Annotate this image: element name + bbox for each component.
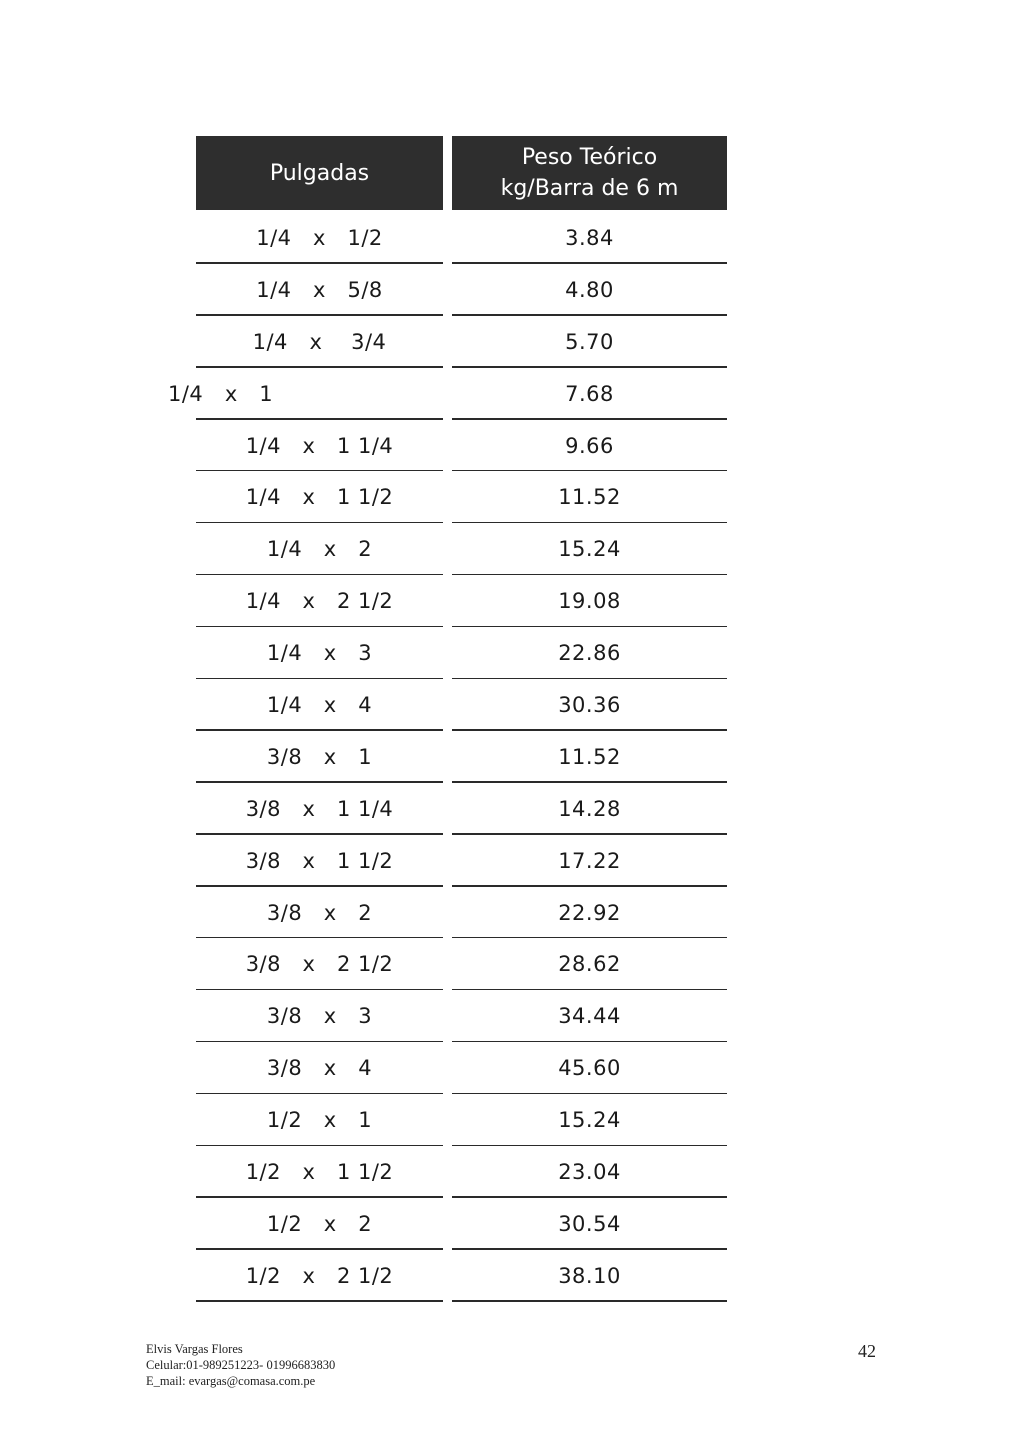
table-row (0, 627, 1024, 679)
table-row (0, 990, 1024, 1042)
weight-cell: 11.52 (558, 744, 621, 769)
size-cell: 3/8 x 1 1/2 (245, 848, 394, 873)
size-cell: 1/2 x 2 (266, 1211, 373, 1236)
size-cell: 1/4 x 5/8 (256, 277, 383, 302)
weight-cell: 5.70 (565, 329, 614, 354)
table-row (0, 264, 1024, 316)
header-peso-line1: Peso Teórico (521, 145, 658, 170)
weight-cell: 19.08 (558, 589, 621, 614)
size-cell: 3/8 x 2 (266, 900, 373, 925)
weight-cell: 9.66 (565, 433, 614, 458)
table-row (0, 887, 1024, 939)
weight-cell: 7.68 (565, 381, 614, 406)
weight-cell: 28.62 (558, 952, 621, 977)
size-cell: 3/8 x 1 1/4 (245, 796, 394, 821)
weight-cell: 30.54 (558, 1211, 621, 1236)
table-row (0, 938, 1024, 990)
weight-cell: 4.80 (565, 277, 614, 302)
table-row (0, 679, 1024, 731)
header-pulgadas-label: Pulgadas (269, 160, 370, 186)
weight-cell: 15.24 (558, 1108, 621, 1133)
table-row (0, 1042, 1024, 1094)
table-row (0, 1250, 1024, 1302)
footer-contact (146, 1341, 335, 1389)
weight-cell: 23.04 (558, 1160, 621, 1185)
table-row (0, 575, 1024, 627)
weight-cell: 45.60 (558, 1056, 621, 1081)
size-cell: 3/8 x 1 (266, 744, 373, 769)
row-divider-left (196, 1300, 443, 1302)
size-cell: 1/4 x 2 1/2 (245, 589, 394, 614)
size-cell: 3/8 x 4 (266, 1056, 373, 1081)
table-row (0, 368, 1024, 420)
size-cell: 1/2 x 2 1/2 (245, 1263, 394, 1288)
table-row (0, 471, 1024, 523)
size-cell: 1/4 x 1 1/2 (245, 485, 394, 510)
table-row (0, 783, 1024, 835)
weight-cell: 14.28 (558, 796, 621, 821)
table-row (0, 1094, 1024, 1146)
table-row (0, 316, 1024, 368)
header-peso-line2: kg/Barra de 6 m (500, 176, 679, 201)
size-cell: 1/4 x 1/2 (256, 226, 383, 250)
weight-cell: 3.84 (565, 226, 614, 250)
weight-cell: 22.86 (558, 641, 621, 666)
weight-table-body (0, 212, 1024, 1302)
weight-cell: 22.92 (558, 900, 621, 925)
table-row (0, 212, 1024, 264)
size-cell: 3/8 x 2 1/2 (245, 952, 394, 977)
row-divider-right (452, 1300, 727, 1302)
size-cell: 1/4 x 1 1/4 (245, 433, 394, 458)
table-row (0, 420, 1024, 472)
size-cell: 1/4 x 4 (266, 693, 373, 718)
table-row (0, 1146, 1024, 1198)
footer-email: E_mail: evargas@comasa.com.pe (146, 1374, 316, 1388)
table-row (0, 835, 1024, 887)
table-row (0, 523, 1024, 575)
size-cell: 1/4 x 1 (168, 381, 274, 406)
weight-cell: 15.24 (558, 537, 621, 562)
weight-cell: 17.22 (558, 848, 621, 873)
table-row (0, 1198, 1024, 1250)
size-cell: 1/2 x 1 (266, 1108, 373, 1133)
size-cell: 1/2 x 1 1/2 (245, 1160, 394, 1185)
size-cell: 1/4 x 3/4 (252, 329, 387, 354)
weight-cell: 38.10 (558, 1263, 621, 1288)
weight-cell: 11.52 (558, 485, 621, 510)
size-cell: 1/4 x 2 (266, 537, 373, 562)
header-peso-teorico (452, 136, 727, 210)
size-cell: 3/8 x 3 (266, 1004, 373, 1029)
size-cell: 1/4 x 3 (266, 641, 373, 666)
footer-name: Elvis Vargas Flores (146, 1342, 243, 1356)
page-number: 42 (858, 1341, 876, 1361)
weight-cell: 34.44 (558, 1004, 621, 1029)
footer-phone: Celular:01-989251223- 01996683830 (146, 1358, 336, 1372)
table-row (0, 731, 1024, 783)
header-pulgadas (196, 136, 443, 210)
weight-cell: 30.36 (558, 693, 621, 718)
